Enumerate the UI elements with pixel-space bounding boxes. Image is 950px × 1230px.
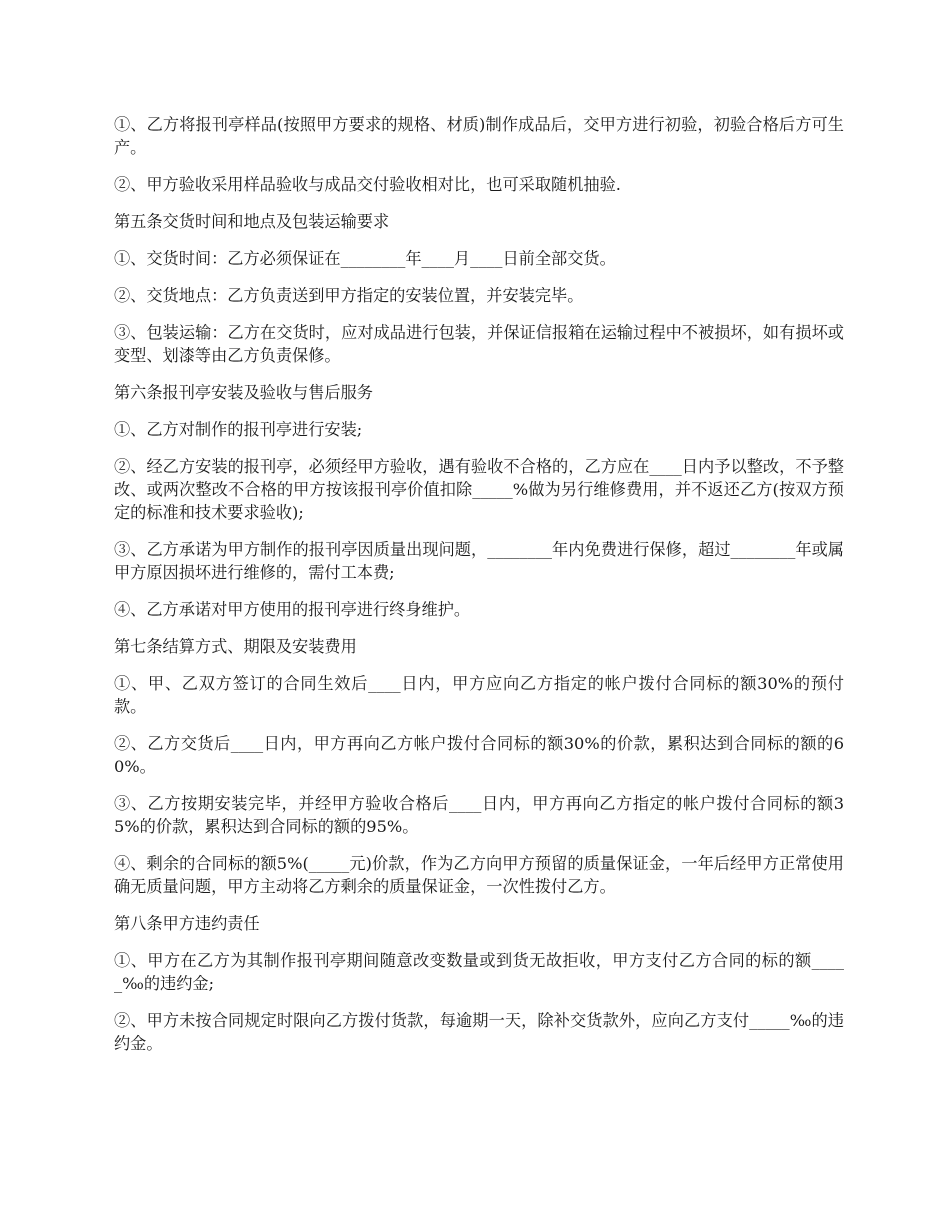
section-heading: 第八条甲方违约责任 xyxy=(114,914,260,933)
section-heading: 第七条结算方式、期限及安装费用 xyxy=(114,637,357,656)
paragraph: ②、甲方未按合同规定时限向乙方拨付货款，每逾期一天，除补交货款外，应向乙方支付_____‰的违约金。 xyxy=(114,1011,844,1053)
paragraph: ①、乙方将报刊亭样品(按照甲方要求的规格、材质)制作成品后，交甲方进行初验，初验合格后方可生产。 xyxy=(114,115,844,157)
paragraph: ②、乙方交货后____日内，甲方再向乙方帐户拨付合同标的额30%的价款，累积达到合同标的额的60%。 xyxy=(114,734,844,776)
paragraph: ①、乙方对制作的报刊亭进行安装; xyxy=(114,420,363,439)
section-heading: 第五条交货时间和地点及包装运输要求 xyxy=(114,212,390,231)
paragraph: ①、交货时间：乙方必须保证在________年____月____日前全部交货。 xyxy=(114,249,616,268)
paragraph: ④、乙方承诺对甲方使用的报刊亭进行终身维护。 xyxy=(114,600,471,619)
paragraph: ③、乙方承诺为甲方制作的报刊亭因质量出现问题，________年内免费进行保修，超过________年或属甲方原因损坏进行维修的，需付工本费; xyxy=(114,540,844,582)
paragraph: ②、交货地点：乙方负责送到甲方指定的安装位置，并安装完毕。 xyxy=(114,286,584,305)
paragraph: ②、甲方验收采用样品验收与成品交付验收相对比，也可采取随机抽验. xyxy=(114,175,621,194)
paragraph: ①、甲方在乙方为其制作报刊亭期间随意改变数量或到货无故拒收，甲方支付乙方合同的标的额_____‰的违约金; xyxy=(114,951,844,993)
paragraph: ③、包装运输：乙方在交货时，应对成品进行包装，并保证信报箱在运输过程中不被损坏，如有损坏或变型、划漆等由乙方负责保修。 xyxy=(114,323,844,365)
paragraph: ③、乙方按期安装完毕，并经甲方验收合格后____日内，甲方再向乙方指定的帐户拨付合同标的额35%的价款，累积达到合同标的额的95%。 xyxy=(114,794,844,836)
section-heading: 第六条报刊亭安装及验收与售后服务 xyxy=(114,383,373,402)
paragraph: ②、经乙方安装的报刊亭，必须经甲方验收，遇有验收不合格的，乙方应在____日内予以整改，不予整改、或两次整改不合格的甲方按该报刊亭价值扣除_____%做为另行维修费用，并不返还乙方(按双方预定的标准和技术要求验收); xyxy=(114,457,844,522)
paragraph: ④、剩余的合同标的额5%(_____元)价款，作为乙方向甲方预留的质量保证金，一年后经甲方正常使用确无质量问题，甲方主动将乙方剩余的质量保证金，一次性拨付乙方。 xyxy=(114,854,844,896)
document-body xyxy=(114,113,844,1069)
paragraph: ①、甲、乙双方签订的合同生效后____日内，甲方应向乙方指定的帐户拨付合同标的额30%的预付款。 xyxy=(114,674,844,716)
